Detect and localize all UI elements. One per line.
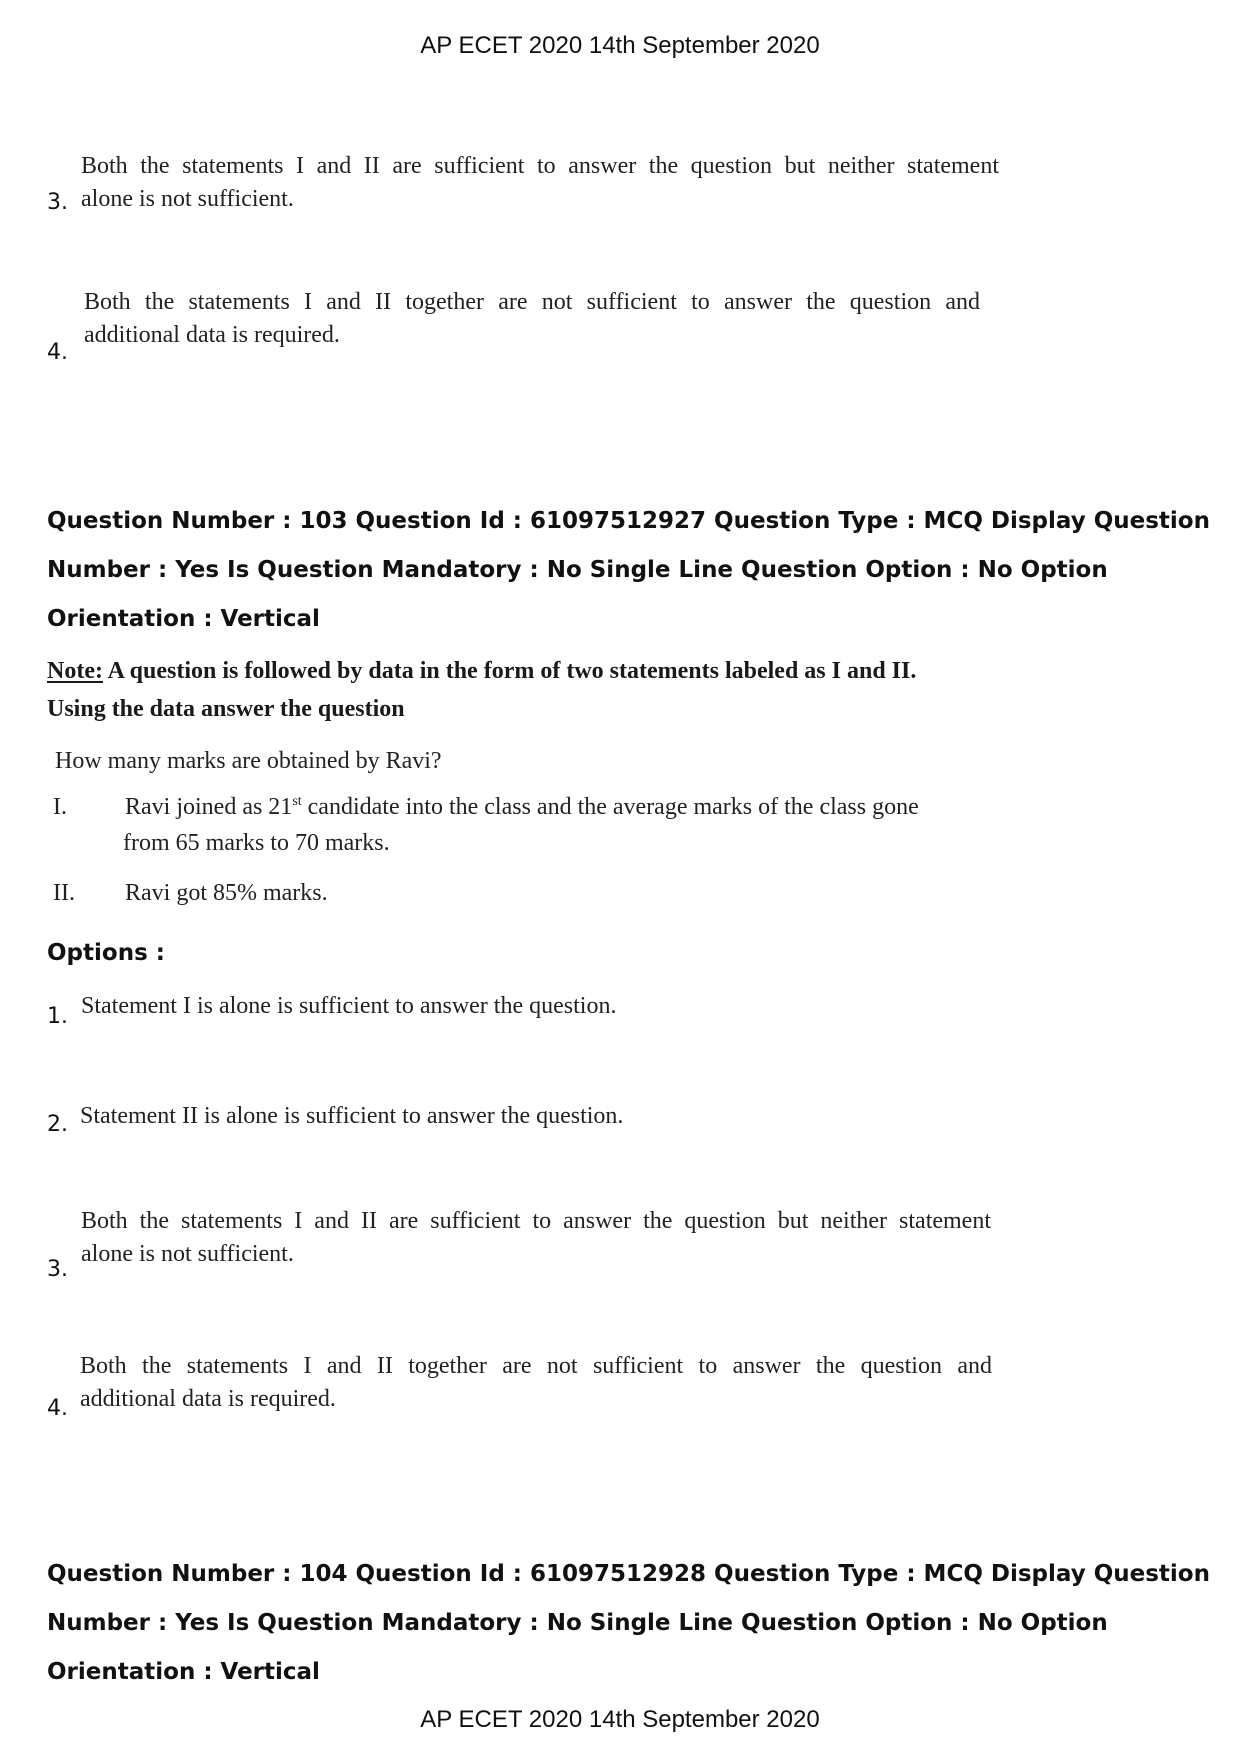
meta-line: Orientation : Vertical <box>47 606 320 632</box>
option-text <box>84 286 980 352</box>
note-line-1 <box>47 652 916 690</box>
meta-line: Number : Yes Is Question Mandatory : No Single Line Question Option : No Option <box>47 557 1108 583</box>
option-number: 2. <box>47 1112 68 1137</box>
option-number: 4. <box>47 1396 68 1421</box>
page-footer: AP ECET 2020 14th September 2020 <box>420 1706 820 1733</box>
option-text <box>81 150 999 216</box>
question-103-meta <box>47 497 1210 644</box>
note-line-2: Using the data answer the question <box>47 696 405 722</box>
option-text <box>80 1100 623 1133</box>
option-number: 3. <box>47 190 68 215</box>
meta-line: Question Number : 104 Question Id : 61097512928 Question Type : MCQ Display Question <box>47 1561 1210 1587</box>
question-104-meta <box>47 1550 1210 1697</box>
option-text-line: additional data is required. <box>80 1386 336 1412</box>
options-label: Options : <box>47 940 165 966</box>
ordinal-suffix: st <box>292 794 302 809</box>
option-text-line: alone is not sufficient. <box>81 186 294 212</box>
page-header: AP ECET 2020 14th September 2020 <box>420 32 820 59</box>
question-note <box>47 652 916 728</box>
question-text: How many marks are obtained by Ravi? <box>55 748 442 774</box>
option-number: 4. <box>47 340 68 365</box>
statement-1-continued: from 65 marks to 70 marks. <box>123 830 390 856</box>
option-text <box>80 1350 992 1416</box>
meta-line: Number : Yes Is Question Mandatory : No Single Line Question Option : No Option <box>47 1610 1108 1636</box>
statement-1-text: Ravi joined as 21st candidate into the class and the average marks of the class gone <box>125 794 919 820</box>
option-text <box>81 1205 991 1271</box>
statement-2-label: II. <box>53 880 75 906</box>
meta-line: Orientation : Vertical <box>47 1659 320 1685</box>
note-text: A question is followed by data in the form of two statements labeled as I and II. <box>102 658 917 684</box>
option-text-line: Both the statements I and II together are not sufficient to answer the question and <box>80 1353 992 1379</box>
meta-line: Question Number : 103 Question Id : 61097512927 Question Type : MCQ Display Question <box>47 508 1210 534</box>
statement-2-text: Ravi got 85% marks. <box>125 880 328 906</box>
option-text-line: Both the statements I and II are sufficient to answer the question but neither statement <box>81 1208 991 1234</box>
option-text <box>81 990 616 1023</box>
option-text-line: Both the statements I and II are sufficient to answer the question but neither statement <box>81 153 999 179</box>
statement-1-label: I. <box>53 794 67 820</box>
note-label: Note: <box>47 658 103 684</box>
option-text-line: Both the statements I and II together are not sufficient to answer the question and <box>84 289 980 315</box>
option-text-line: Statement I is alone is sufficient to answer the question. <box>81 993 617 1019</box>
option-number: 1. <box>47 1004 68 1029</box>
option-text-line: Statement II is alone is sufficient to answer the question. <box>80 1103 624 1129</box>
option-text-line: alone is not sufficient. <box>81 1241 294 1267</box>
option-number: 3. <box>47 1257 68 1282</box>
option-text-line: additional data is required. <box>84 322 340 348</box>
